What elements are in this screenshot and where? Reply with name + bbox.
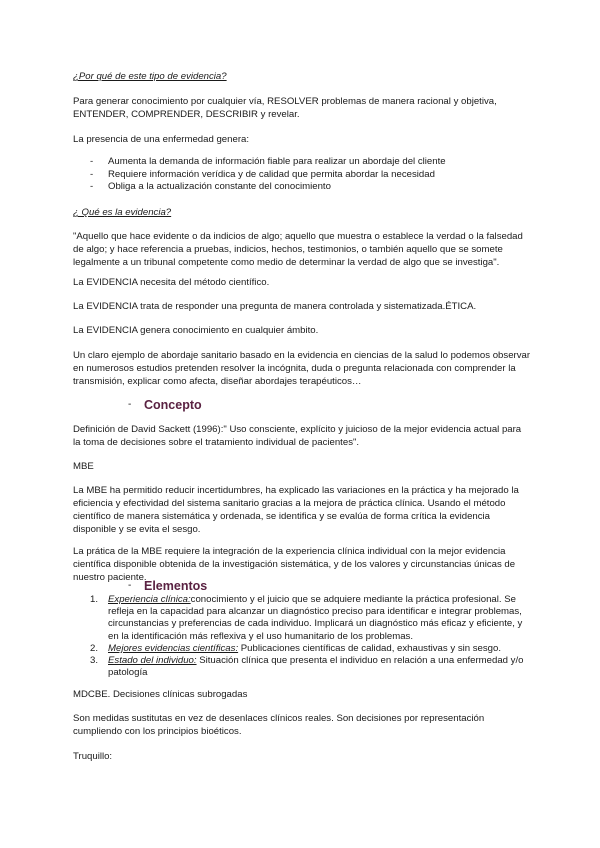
elements-list	[73, 594, 531, 679]
presence-intro: La presencia de una enfermedad genera:	[73, 134, 250, 145]
list-item: - Obliga a la actualización constante del conocimiento	[90, 181, 331, 192]
evidence-statement-2: La EVIDENCIA trata de responder una pregunta de manera controlada y sistematizada.ÉTICA.	[73, 301, 477, 312]
evidence-statement-3: La EVIDENCIA genera conocimiento en cualquier ámbito.	[73, 325, 319, 336]
truquillo-label: Truquillo:	[73, 751, 113, 762]
dash-bullet: -	[128, 580, 132, 591]
list-item: 2. Mejores evidencias científicas: Publicaciones científicas de calidad, exhaustivas y sin sesgo.	[90, 642, 502, 654]
element-term: Mejores evidencias científicas:	[108, 642, 239, 654]
mbe-label: MBE	[73, 461, 94, 472]
dash-bullet: -	[128, 399, 132, 410]
dash-bullet: -	[90, 181, 94, 192]
mdcbe-paragraph: Son medidas sustitutas en vez de desenlaces clínicos reales. Son decisiones por representación cumpliendo con los principios bioéticos.	[73, 713, 485, 737]
element-term: Experiencia clínica:	[108, 594, 191, 605]
list-item: 1. Experiencia clínica:conocimiento y el juicio que se adquiere mediante la práctica profesional. Se refleja en la capacidad para alcanzar un diagnóstico preciso para identificar e integrar problemas, circunstancias y preferencias de cada individuo. Implicará un diagnóstico más eficaz y eficiente, y en la identificación más reflexiva y el uso humanitario de los problemas.	[90, 594, 523, 642]
practice-paragraph: La prática de la MBE requiere la integración de la experiencia clínica individual con la mejor evidencia científica disponible obtenida de la investigación sistemática, y de los valores y circunstancias únicas de nuestro paciente.	[73, 546, 516, 583]
list-item: 3. Estado del individuo: Situación clínica que presenta el individuo en relación a una enfermedad y/o patología	[90, 655, 524, 679]
evidence-definition-quote: "Aquello que hace evidente o da indicios de algo; aquello que muestra o establece la verdad o la falsedad de algo; y hace referencia a pruebas, indicios, hechos, testimonios, o también aquello que se somete legalmente a un tribunal competente como medio de determinar la verdad de algo que se investiga".	[73, 231, 523, 268]
sackett-definition: Definición de David Sackett (1996):" Uso consciente, explícito y juicioso de la mejor evidencia actual para la toma de decisiones sobre el tratamiento individual de pacientes".	[73, 424, 522, 448]
presence-list	[73, 156, 531, 194]
paragraph-why-evidence: Para generar conocimiento por cualquier vía, RESOLVER problemas de manera racional y objetiva, ENTENDER, COMPRENDER, DESCRIBIR y revelar.	[73, 96, 497, 120]
example-paragraph: Un claro ejemplo de abordaje sanitario basado en la evidencia en ciencias de la salud lo podemos observar en numerosos estudios pretenden resolver la incógnita, duda o pregunta relacionada con comprender la transmisión, explicar como afecta, diseñar abordajes terapéuticos…	[73, 350, 531, 387]
element-term: Estado del individuo:	[108, 655, 197, 667]
mbe-paragraph: La MBE ha permitido reducir incertidumbres, ha explicado las variaciones en la práctica y ha mejorado la eficiencia y efectividad del sistema sanitario gracias a la mejora de práctica clínica. Usando el método científico de manera sistemática y ordenada, se identifica y se evalúa de forma crítica la evidencia disponible y se evita el sesgo.	[73, 485, 519, 535]
mdcbe-heading: MDCBE. Decisiones clínicas subrogadas	[73, 689, 248, 700]
list-item: - Aumenta la demanda de información fiable para realizar un abordaje del cliente	[90, 156, 446, 167]
evidence-statement-1: La EVIDENCIA necesita del método científico.	[73, 277, 270, 288]
heading-why-evidence: ¿Por qué de este tipo de evidencia?	[73, 71, 227, 82]
dash-bullet: -	[90, 156, 94, 167]
list-item: - Requiere información verídica y de calidad que permita abordar la necesidad	[90, 168, 435, 180]
dash-bullet: -	[90, 168, 94, 180]
heading-what-is-evidence: ¿ Qué es la evidencia?	[73, 207, 172, 218]
